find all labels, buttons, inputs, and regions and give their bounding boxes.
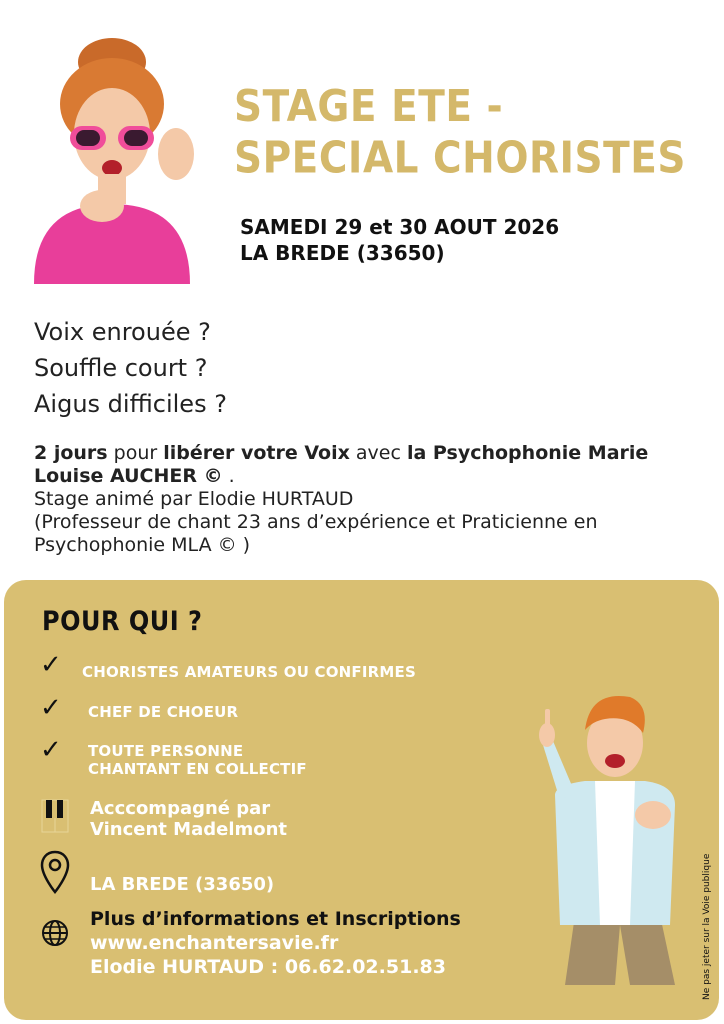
surprised-woman-illustration (24, 34, 200, 284)
description-credentials: (Professeur de chant 23 ans d’expérience et Praticienne en Psychophonie MLA © ) (34, 511, 598, 556)
audience-item-3: TOUTE PERSONNE CHANTANT EN COLLECTIF (88, 742, 307, 778)
footer-note: Ne pas jeter sur la Voie publique (702, 853, 712, 1000)
audience-item-1: CHORISTES AMATEURS OU CONFIRMES (82, 663, 416, 681)
location-text: LA BREDE (33650) (90, 874, 275, 895)
description (34, 442, 714, 557)
questions-block (34, 314, 227, 422)
info-heading: Plus d’informations et Inscriptions (90, 908, 461, 930)
location-pin-icon (40, 850, 70, 894)
description-main: 2 jours pour libérer votre Voix avec la Psychophonie Marie Louise AUCHER © . (34, 442, 649, 487)
globe-icon (40, 918, 70, 948)
pointing-man-illustration (535, 685, 695, 985)
contact-phone: Elodie HURTAUD : 06.62.02.51.83 (90, 956, 446, 978)
website-link[interactable]: www.enchantersavie.fr (90, 932, 339, 954)
pour-qui-heading: POUR QUI ? (42, 606, 203, 637)
description-animator: Stage animé par Elodie HURTAUD (34, 488, 354, 510)
event-place: LA BREDE (33650) (240, 241, 445, 265)
question-2: Souffle court ? (34, 354, 208, 382)
audience-item-2: CHEF DE CHOEUR (88, 703, 239, 721)
event-dates (240, 214, 559, 266)
event-date: SAMEDI 29 et 30 AOUT 2026 (240, 215, 560, 239)
check-icon: ✓ (40, 693, 62, 723)
check-icon: ✓ (40, 735, 62, 765)
check-icon: ✓ (40, 650, 62, 680)
page-title: STAGE ETE - SPECIAL CHORISTES (234, 82, 686, 184)
accompaniment: Acccompagné par Vincent Madelmont (90, 798, 288, 840)
question-3: Aigus difficiles ? (34, 390, 227, 418)
question-1: Voix enrouée ? (34, 318, 211, 346)
piano-icon (40, 798, 70, 834)
